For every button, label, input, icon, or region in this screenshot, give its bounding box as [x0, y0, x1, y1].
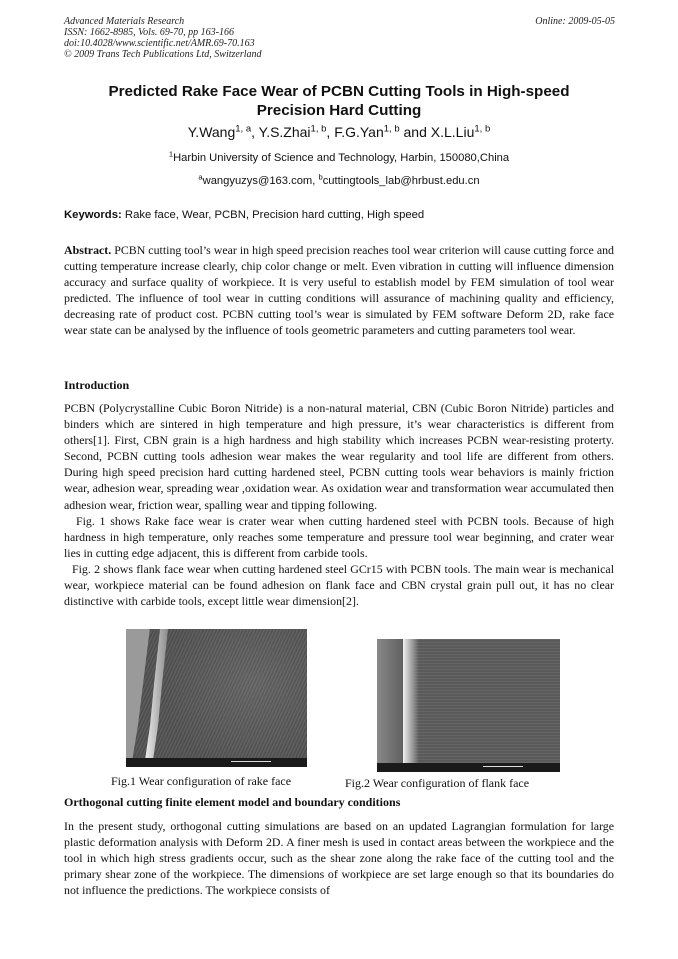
email-mark-b: b — [318, 172, 323, 182]
author-separator: , — [326, 124, 335, 140]
author-affiliation-mark: 1, b — [383, 123, 400, 135]
keywords-text: Rake face, Wear, PCBN, Precision hard cutting, High speed — [121, 209, 425, 221]
abstract-label: Abstract. — [64, 243, 112, 257]
journal-name: Advanced Materials Research — [64, 16, 185, 27]
figure-2-caption: Fig.2 Wear configuration of flank face — [345, 776, 530, 790]
scale-bar — [377, 763, 560, 772]
figure-1-caption: Fig.1 Wear configuration of rake face — [111, 774, 292, 788]
author-name: F.G.Yan — [334, 124, 384, 140]
copyright-line: © 2009 Trans Tech Publications Ltd, Switzerland — [64, 49, 262, 60]
author-affiliation-mark: 1, b — [310, 123, 327, 135]
author-affiliation-mark: 1, b — [474, 123, 491, 135]
section-2-heading: Orthogonal cutting finite element model and boundary conditions — [64, 795, 401, 809]
author-separator: and — [399, 124, 431, 140]
author-name: X.L.Liu — [430, 124, 475, 140]
email-b: cuttingtools_lab@hrbust.edu.cn — [322, 175, 480, 187]
intro-paragraph-1: PCBN (Polycrystalline Cubic Boron Nitride) is a non-natural material, CBN (Cubic Boron Nitride) particles and binders which are sintered in high temperature and high pressure, it’s wear characteristics is different from others[1]. First, CBN grain is a high hardness and high stability which increases PCBN wear-resisting proterty. Second, PCBN cutting tools adhesion wear makes the wear regularity and tool life are different from others. During high speed precision hard cutting hardened steel, PCBN cutting tools wear behaviors is mainly friction wear, adhesion wear, spreading wear ,oxidation wear. As oxidation wear and transformation wear accumulated then adhesion wear, friction wear, spalling wear and tipping following. — [64, 401, 614, 512]
keywords-label: Keywords: — [64, 209, 122, 221]
abstract — [64, 242, 614, 339]
journal-header — [64, 16, 262, 60]
online-date: Online: 2009-05-05 — [535, 16, 615, 27]
author-name: Y.S.Zhai — [258, 124, 311, 140]
abstract-text: PCBN cutting tool’s wear in high speed precision reaches tool wear criterion will cause cutting force and cutting temperature increase clearly, chip color change or melt. Even vibration in cutting will influence dimension accuracy and surface quality of workpiece. It is very useful to establish model by FEM simulation of tool wear predicted. The influence of tool wear in cutting conditions will assurance of machining quality and efficiency, decreasing rate of product cost. PCBN cutting tool’s wear is simulated by FEM software Deform 2D, rake face wear state can be analysed by the influence of tools geometric parameters and cutting parameters tool wear. — [64, 243, 614, 338]
intro-paragraph-2: Fig. 1 shows Rake face wear is crater wear when cutting hardened steel with PCBN tools. Because of high hardness in high temperature, only reaches some temperature and pressure tool wear beginning, and crater wear lies in cutting edge adjacent, this is different from carbide tools. — [64, 513, 614, 560]
cutting-edge — [403, 639, 419, 772]
title-line-1: Predicted Rake Face Wear of PCBN Cutting Tools in High-speed — [108, 83, 570, 100]
affiliation-text: Harbin University of Science and Technology, Harbin, 150080,China — [173, 152, 510, 164]
cutting-edge — [144, 629, 184, 767]
author-separator: , — [251, 124, 259, 140]
author-list — [64, 123, 614, 141]
introduction-body — [64, 400, 614, 609]
figure-2-sem-image — [377, 639, 560, 772]
doi-line: doi:10.4028/www.scientific.net/AMR.69-70.163 — [64, 38, 255, 49]
title-line-2: Precision Hard Cutting — [256, 102, 422, 119]
affiliation — [64, 151, 614, 165]
paper-title — [64, 82, 614, 120]
section-2-paragraph: In the present study, orthogonal cutting simulations are based on an updated Lagrangian formulation for large plastic deformation analysis with Deform 2D. A finer mesh is used in contact areas between the workpiece and the tool in which high stress gradients occur, such as the shear zone along the rake face of the cutting tool and the primary shear zone of the workpiece. The dimensions of workpiece are set large enough so that its boundaries do not influence the predictions. The workpiece consists of — [64, 819, 614, 898]
scale-bar — [126, 758, 307, 767]
figure-1-sem-image — [126, 629, 307, 767]
keywords — [64, 208, 616, 222]
email-a: wangyuzys@163.com, — [202, 175, 319, 187]
author-affiliation-mark: 1, a — [235, 123, 252, 135]
author-name: Y.Wang — [187, 124, 236, 140]
affiliation-mark: 1 — [168, 149, 174, 159]
introduction-heading: Introduction — [64, 378, 130, 392]
author-emails — [64, 174, 614, 188]
intro-paragraph-3: Fig. 2 shows flank face wear when cutting hardened steel GCr15 with PCBN tools. The main wear is mechanical wear, workpiece material can be found adhesion on flank face and CBN crystal grain pull out, it has no clear distinctive with carbide tools, except little wear dimension[2]. — [64, 561, 614, 609]
email-mark-a: a — [198, 172, 203, 182]
section-2-body — [64, 818, 614, 898]
issn-line: ISSN: 1662-8985, Vols. 69-70, pp 163-166 — [64, 27, 234, 38]
